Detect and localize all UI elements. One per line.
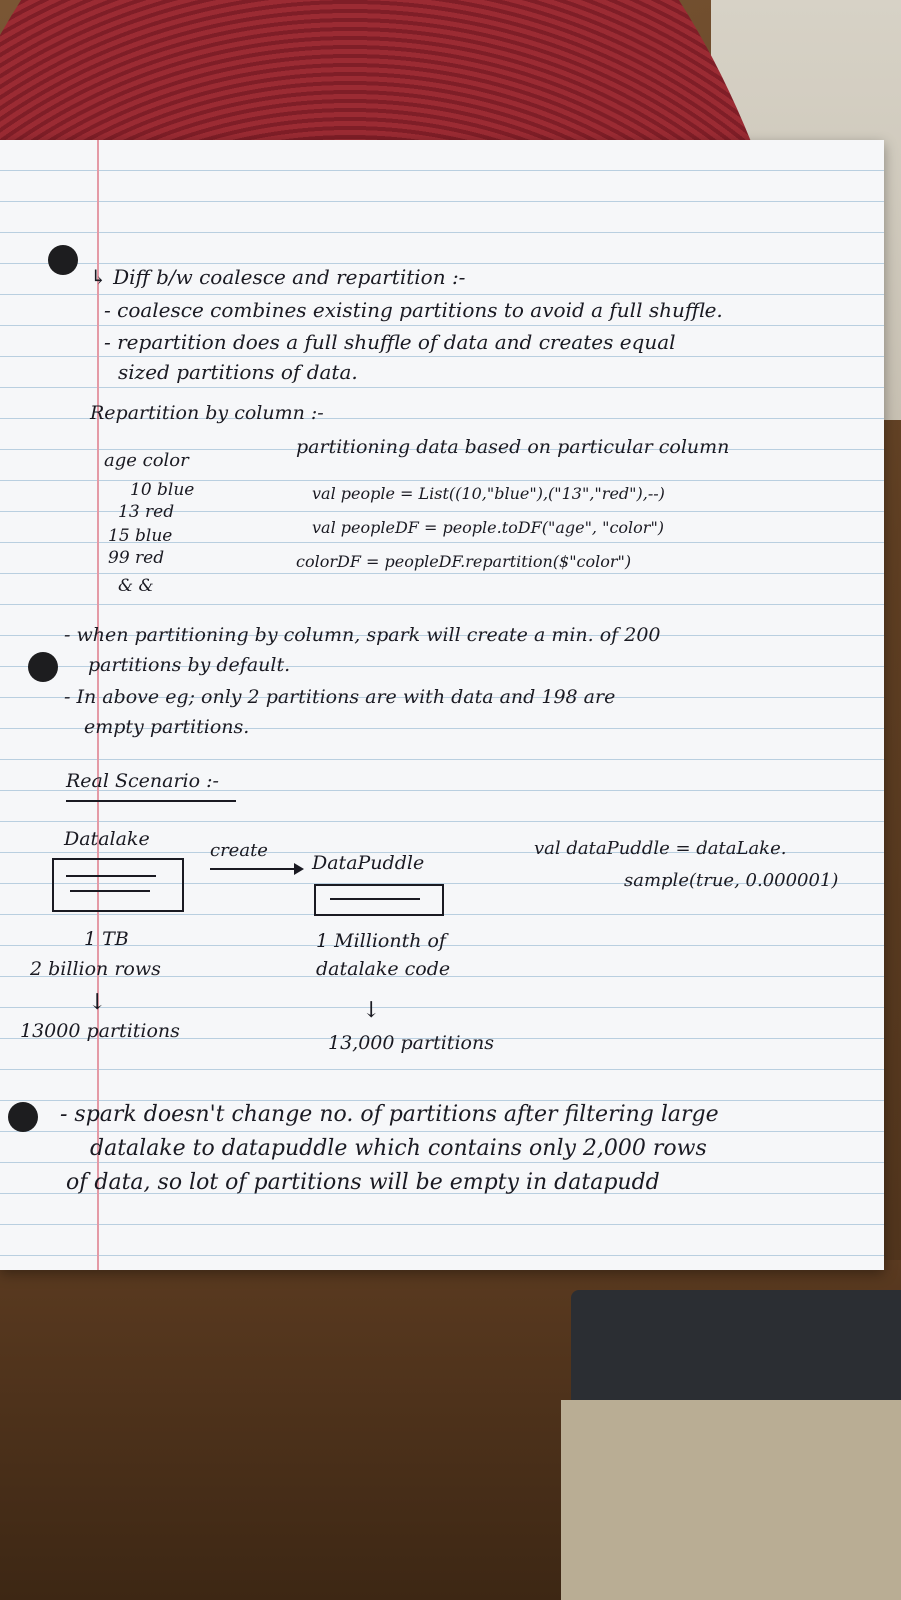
create-arrow [210, 868, 302, 870]
partitions-left: 13000 partitions [20, 1020, 180, 1042]
final-line-1: - spark doesn't change no. of partitions after filtering large [60, 1102, 719, 1127]
code-line-1: val people = List((10,"blue"),("13","red"),--) [312, 484, 665, 503]
table-row: 99 red [108, 548, 165, 568]
rows-label: 2 billion rows [30, 958, 161, 980]
coalesce-line: - coalesce combines existing partitions to avoid a full shuffle. [104, 298, 723, 322]
description: partitioning data based on particular column [296, 436, 730, 458]
notebook-page [0, 140, 884, 1270]
code-line-3: colorDF = peopleDF.repartition($"color") [296, 552, 632, 571]
dash [330, 898, 420, 900]
datalake-box [52, 858, 184, 912]
down-arrow: ↓ [88, 990, 107, 1015]
bullet-2-line-1: - In above eg; only 2 partitions are with data and 198 are [64, 686, 616, 708]
datapuddle-label: DataPuddle [312, 852, 425, 874]
down-arrow: ↓ [362, 998, 381, 1023]
code-line-5: sample(true, 0.000001) [624, 870, 839, 891]
table-row: & & [118, 576, 154, 596]
fraction-line-1: 1 Millionth of [316, 930, 446, 952]
bullet-1-line-1: - when partitioning by column, spark will create a min. of 200 [64, 624, 661, 646]
code-line-2: val peopleDF = people.toDF("age", "color") [312, 518, 665, 537]
punch-hole-top [48, 245, 78, 275]
create-label: create [210, 840, 268, 861]
code-line-4: val dataPuddle = dataLake. [534, 838, 787, 859]
final-line-2: datalake to datapuddle which contains only 2,000 rows [90, 1136, 707, 1161]
datalake-label: Datalake [64, 828, 150, 850]
fraction-line-2: datalake code [316, 958, 451, 980]
title-underline [66, 800, 236, 802]
repartition-line-1: - repartition does a full shuffle of data and creates equal [104, 330, 676, 354]
punch-hole-middle [28, 652, 58, 682]
section-title: Repartition by column :- [90, 402, 324, 424]
punch-hole-bottom [8, 1102, 38, 1132]
final-line-3: of data, so lot of partitions will be empty in datapudd [66, 1170, 660, 1195]
table-row: 15 blue [108, 526, 173, 546]
bullet-2-line-2: empty partitions. [84, 716, 250, 738]
repartition-line-2: sized partitions of data. [118, 360, 358, 384]
datapuddle-box [314, 884, 444, 916]
partitions-right: 13,000 partitions [328, 1032, 494, 1054]
dash [66, 875, 156, 877]
table-row: 10 blue [130, 480, 195, 500]
table-row: 13 red [118, 502, 175, 522]
real-scenario-title: Real Scenario :- [66, 770, 219, 792]
carpet [561, 1400, 901, 1600]
bullet-1-line-2: partitions by default. [88, 654, 291, 676]
table-header: age color [104, 450, 189, 471]
size-label: 1 TB [84, 928, 129, 950]
dash [70, 890, 150, 892]
heading: ↳ Diff b/w coalesce and repartition :- [90, 265, 466, 289]
